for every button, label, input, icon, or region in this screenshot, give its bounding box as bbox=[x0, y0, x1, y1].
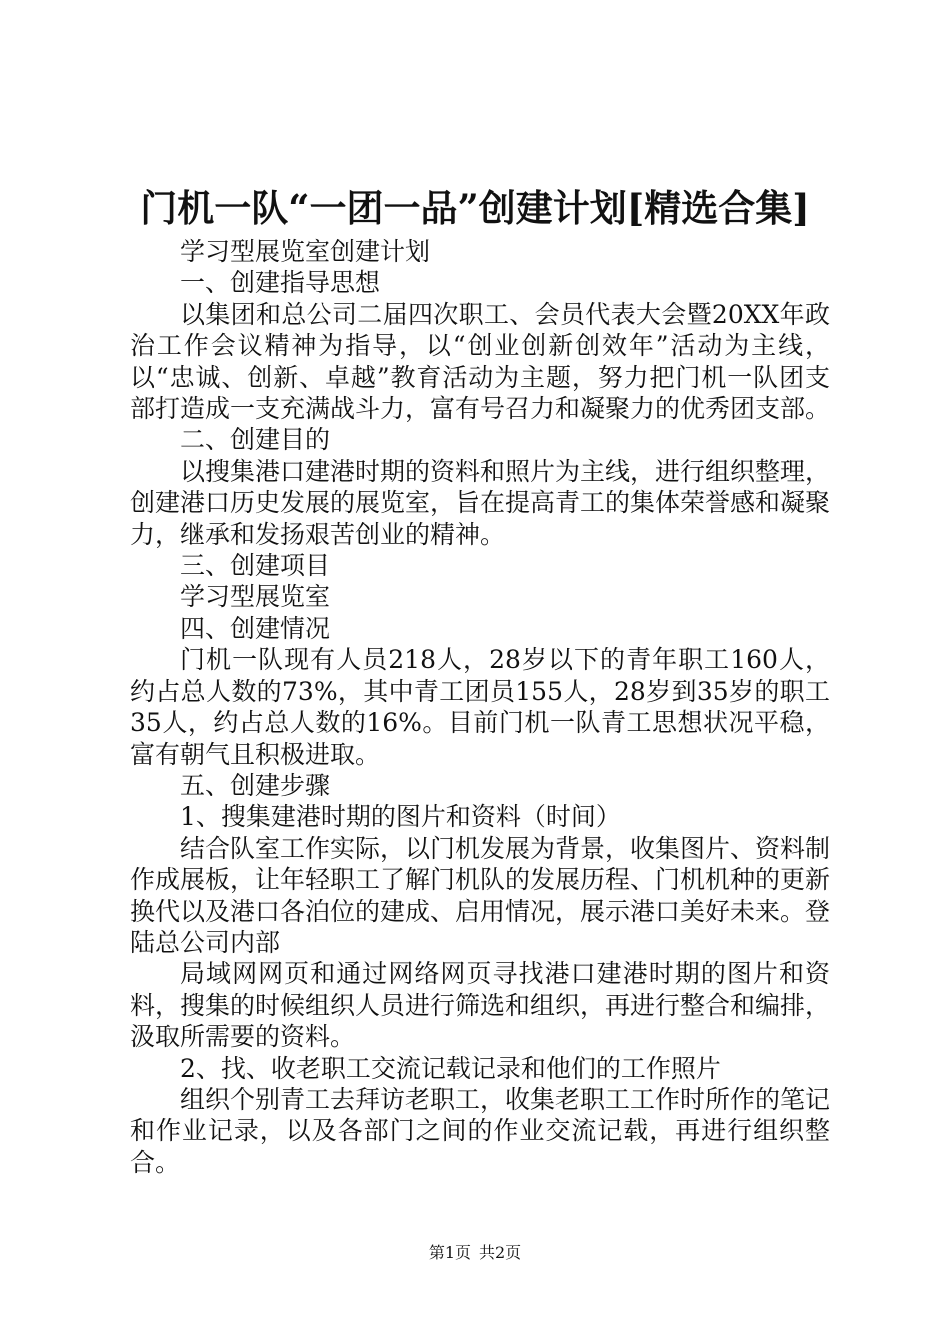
section-heading-2: 二、创建目的 bbox=[180, 425, 331, 455]
paragraph-project: 学习型展览室 bbox=[180, 582, 331, 612]
section-heading-3: 三、创建项目 bbox=[180, 551, 331, 581]
paragraph-step-2: 组织个别青工去拜访老职工，收集老职工工作时所作的笔记和作业记录，以及各部门之间的作业交流记载，再进行组织整合。 bbox=[130, 1084, 831, 1177]
paragraph-situation: 门机一队现有人员218人，28岁以下的青年职工160人，约占总人数的73%，其中青工团员155人，28岁到35岁的职工35人，约占总人数的16%。目前门机一队青工思想状况平稳，富有朝气且积极进取。 bbox=[130, 645, 830, 769]
paragraph-heading-plan: 学习型展览室创建计划 bbox=[180, 237, 431, 266]
paragraph-step-1-a: 结合队室工作实际，以门机发展为背景，收集图片、资料制作成展板，让年轻职工了解门机队的发展历程、门机机种的更新换代以及港口各泊位的建成、启用情况，展示港口美好未来。登陆总公司内部 bbox=[130, 833, 831, 957]
page-number: 第1页 bbox=[428, 1243, 471, 1262]
paragraph-step-1-b: 局域网网页和通过网络网页寻找港口建港时期的图片和资料，搜集的时候组织人员进行筛选和组织，再进行整合和编排，汲取所需要的资料。 bbox=[130, 959, 831, 1052]
document-title: 门机一队“一团一品”创建计划[精选合集] bbox=[140, 186, 810, 230]
section-heading-1: 一、创建指导思想 bbox=[180, 268, 381, 298]
step-heading-1: 1、搜集建港时期的图片和资料（时间） bbox=[180, 802, 621, 832]
paragraph-guiding-thought: 以集团和总公司二届四次职工、会员代表大会暨20XX年政治工作会议精神为指导，以“创业创新创效年”活动为主线，以“忠诚、创新、卓越”教育活动为主题，努力把门机一队团支部打造成一支充满战斗力，富有号召力和凝聚力的优秀团支部。 bbox=[130, 299, 831, 424]
section-heading-5: 五、创建步骤 bbox=[180, 770, 331, 800]
page-total: 共2页 bbox=[479, 1243, 522, 1262]
paragraph-purpose: 以搜集港口建港时期的资料和照片为主线，进行组织整理，创建港口历史发展的展览室，旨在提高青工的集体荣誉感和凝聚力，继承和发扬艰苦创业的精神。 bbox=[130, 456, 831, 549]
document-body bbox=[130, 236, 830, 1178]
step-heading-2: 2、找、收老职工交流记载记录和他们的工作照片 bbox=[180, 1053, 721, 1083]
page-footer bbox=[0, 1242, 950, 1264]
section-heading-4: 四、创建情况 bbox=[180, 613, 331, 643]
